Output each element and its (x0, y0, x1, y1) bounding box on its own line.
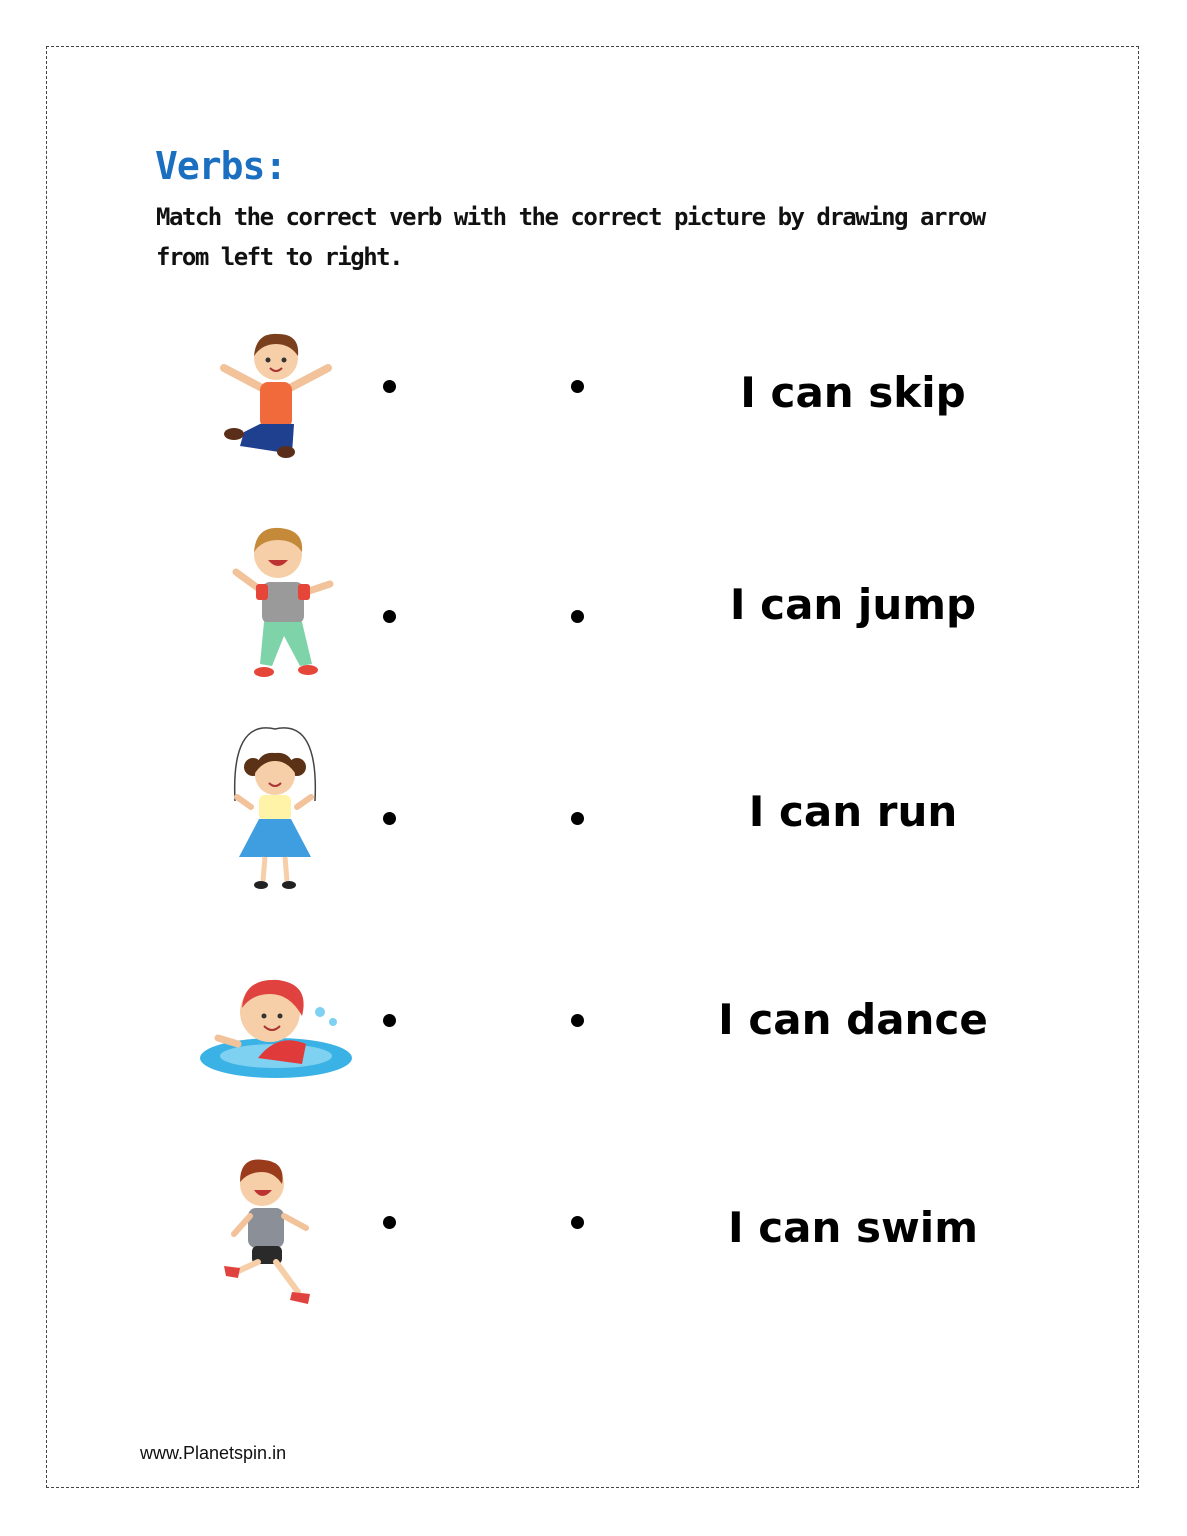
verb-option-3: I can run (748, 787, 958, 836)
left-match-dot-3[interactable] (383, 812, 396, 825)
swimming-child-picture (198, 972, 356, 1084)
verb-option-1: I can skip (740, 368, 966, 417)
jumping-boy-picture (210, 328, 340, 463)
worksheet-title: Verbs: (155, 144, 287, 188)
left-match-dot-1[interactable] (383, 380, 396, 393)
left-match-dot-4[interactable] (383, 1014, 396, 1027)
right-match-dot-2[interactable] (571, 610, 584, 623)
left-match-dot-2[interactable] (383, 610, 396, 623)
website-footer: www.Planetspin.in (140, 1443, 287, 1463)
right-match-dot-5[interactable] (571, 1216, 584, 1229)
left-match-dot-5[interactable] (383, 1216, 396, 1229)
right-match-dot-3[interactable] (571, 812, 584, 825)
right-match-dot-1[interactable] (571, 380, 584, 393)
right-match-dot-4[interactable] (571, 1014, 584, 1027)
verb-option-4: I can dance (718, 995, 988, 1044)
worksheet-instruction: Match the correct verb with the correct picture by drawing arrow from left to right. (156, 203, 985, 271)
skipping-rope-girl-picture (225, 725, 325, 893)
running-boy-picture (218, 1154, 318, 1306)
verb-option-5: I can swim (728, 1203, 978, 1252)
dancing-boy-picture (226, 522, 336, 682)
verb-option-2: I can jump (729, 580, 977, 629)
